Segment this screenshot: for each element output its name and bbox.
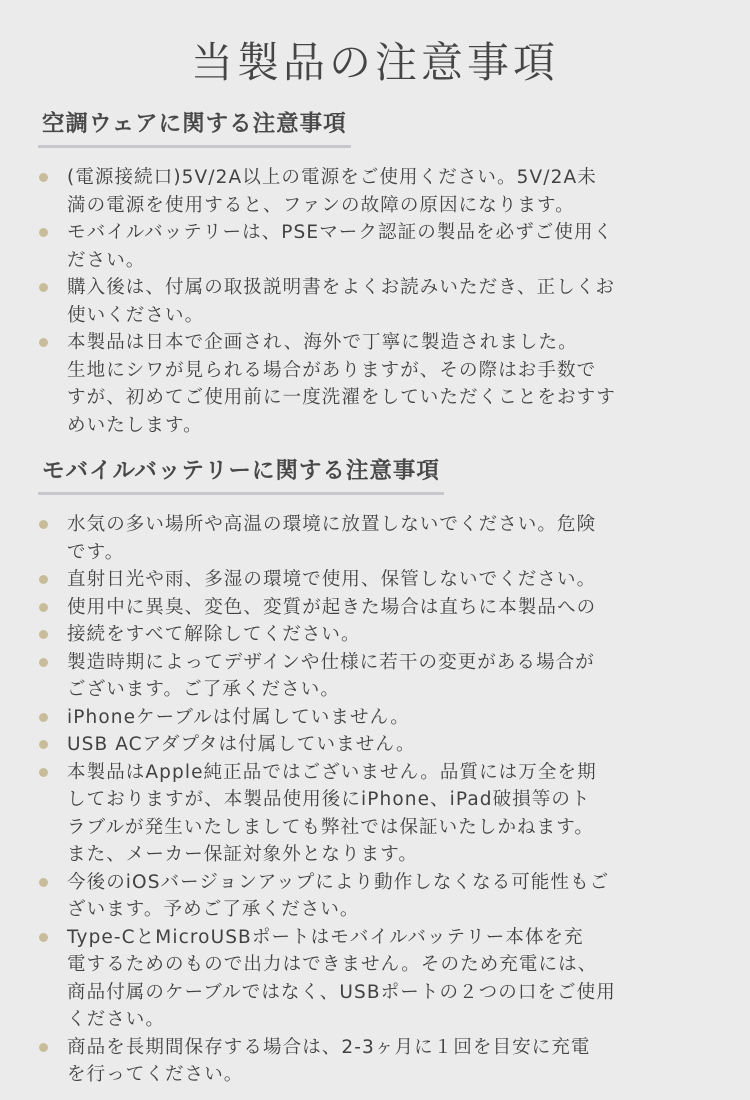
list-item-text: 商品を長期間保存する場合は、2-3ヶ月に１回を目安に充電 [67,1036,591,1058]
list-item-text: すが、初めてご使用前に一度洗濯をしていただくことをおすす [67,387,616,408]
list-item-text: ざいます。予めご了承ください。 [67,899,360,920]
list-item-text: ラブルが発生いたしましても弊社では保証いたしかねます。 [67,816,594,838]
list-item-text: 使用中に異臭、変色、変質が起きた場合は直ちに本製品への [67,596,597,618]
list-item-text: 使いください。 [67,304,205,326]
list-item [38,219,718,274]
bullet-icon [39,933,48,942]
list-item [38,649,718,704]
list-item-text: モバイルバッテリーは、PSEマーク認証の製品を必ずご使用く [67,222,614,243]
list-item [38,329,718,439]
list-item-text: ください。 [67,1009,166,1030]
list-item-text: 満の電源を使用すると、ファンの故障の原因になります。 [67,194,575,216]
list-item-text: 電するためのもので出力はできません。そのため充電には、 [67,954,598,975]
section-heading: モバイルバッテリーに関する注意事項 [38,453,444,495]
list-item-text: 水気の多い場所や高温の環境に放置しないでください。危険 [67,514,597,535]
list-item-text: しておりますが、本製品使用後にiPhone、iPad破損等のト [67,789,591,810]
caution-list [38,511,718,1089]
bullet-icon [39,338,48,347]
list-item-text: iPhoneケーブルは付属していません。 [67,706,410,728]
list-item [38,759,718,869]
list-item [38,274,718,329]
section-mobile-battery [38,453,718,1089]
list-item-text: ださい。 [67,249,146,271]
list-item [38,704,718,732]
list-item-text: です。 [67,541,125,563]
bullet-icon [39,658,48,667]
list-item-text: ございます。ご了承ください。 [67,679,340,700]
bullet-icon [39,575,48,584]
list-item-text: 本製品は日本で企画され、海外で丁寧に製造されました。 [67,332,578,353]
list-item [38,1034,718,1089]
bullet-icon [39,173,48,182]
section-aircon-wear [38,106,718,439]
list-item-text: 今後のiOSバージョンアップにより動作しなくなる可能性もご [67,871,610,893]
bullet-icon [39,1043,48,1052]
bullet-icon [39,878,48,887]
list-item-text: USB ACアダプタは付属していません。 [67,734,416,755]
list-item [38,594,718,622]
list-item [38,566,718,594]
list-item-text: 接続をすべて解除してください。 [67,624,361,645]
bullet-icon [39,228,48,237]
section-heading: 空調ウェアに関する注意事項 [38,106,351,148]
list-item [38,164,718,219]
bullet-icon [39,713,48,722]
list-item-text: 直射日光や雨、多湿の環境で使用、保管しないでください。 [67,569,597,590]
bullet-icon [39,283,48,292]
list-item [38,924,718,1034]
list-item-text: Type-CとMicroUSBポートはモバイルバッテリー本体を充 [67,926,584,948]
bullet-icon [39,630,48,639]
list-item-text: めいたします。 [67,414,203,436]
bullet-icon [39,768,48,777]
list-item-text: 本製品はApple純正品ではございません。品質には万全を期 [67,761,597,783]
bullet-icon [39,603,48,612]
caution-list [38,164,718,439]
list-item-text: を行ってください。 [67,1064,244,1085]
list-item-text: (電源接続口)5V/2A以上の電源をご使用ください。5V/2A未 [67,167,597,188]
list-item-text: 購入後は、付属の取扱説明書をよくお読みいただき、正しくお [67,277,616,298]
page-title: 当製品の注意事項 [190,38,559,87]
list-item-text: 生地にシワが見られる場合がありますが、その際はお手数で [67,359,597,381]
list-item [38,621,718,649]
list-item-text: 商品付属のケーブルではなく、USBポートの２つの口をご使用 [67,981,616,1003]
list-item-text: また、メーカー保証対象外となります。 [67,844,418,865]
list-item-text: 製造時期によってデザインや仕様に若干の変更がある場合が [67,651,595,673]
list-item [38,511,718,566]
list-item [38,869,718,924]
list-item [38,731,718,759]
bullet-icon [39,740,48,749]
bullet-icon [39,520,48,529]
